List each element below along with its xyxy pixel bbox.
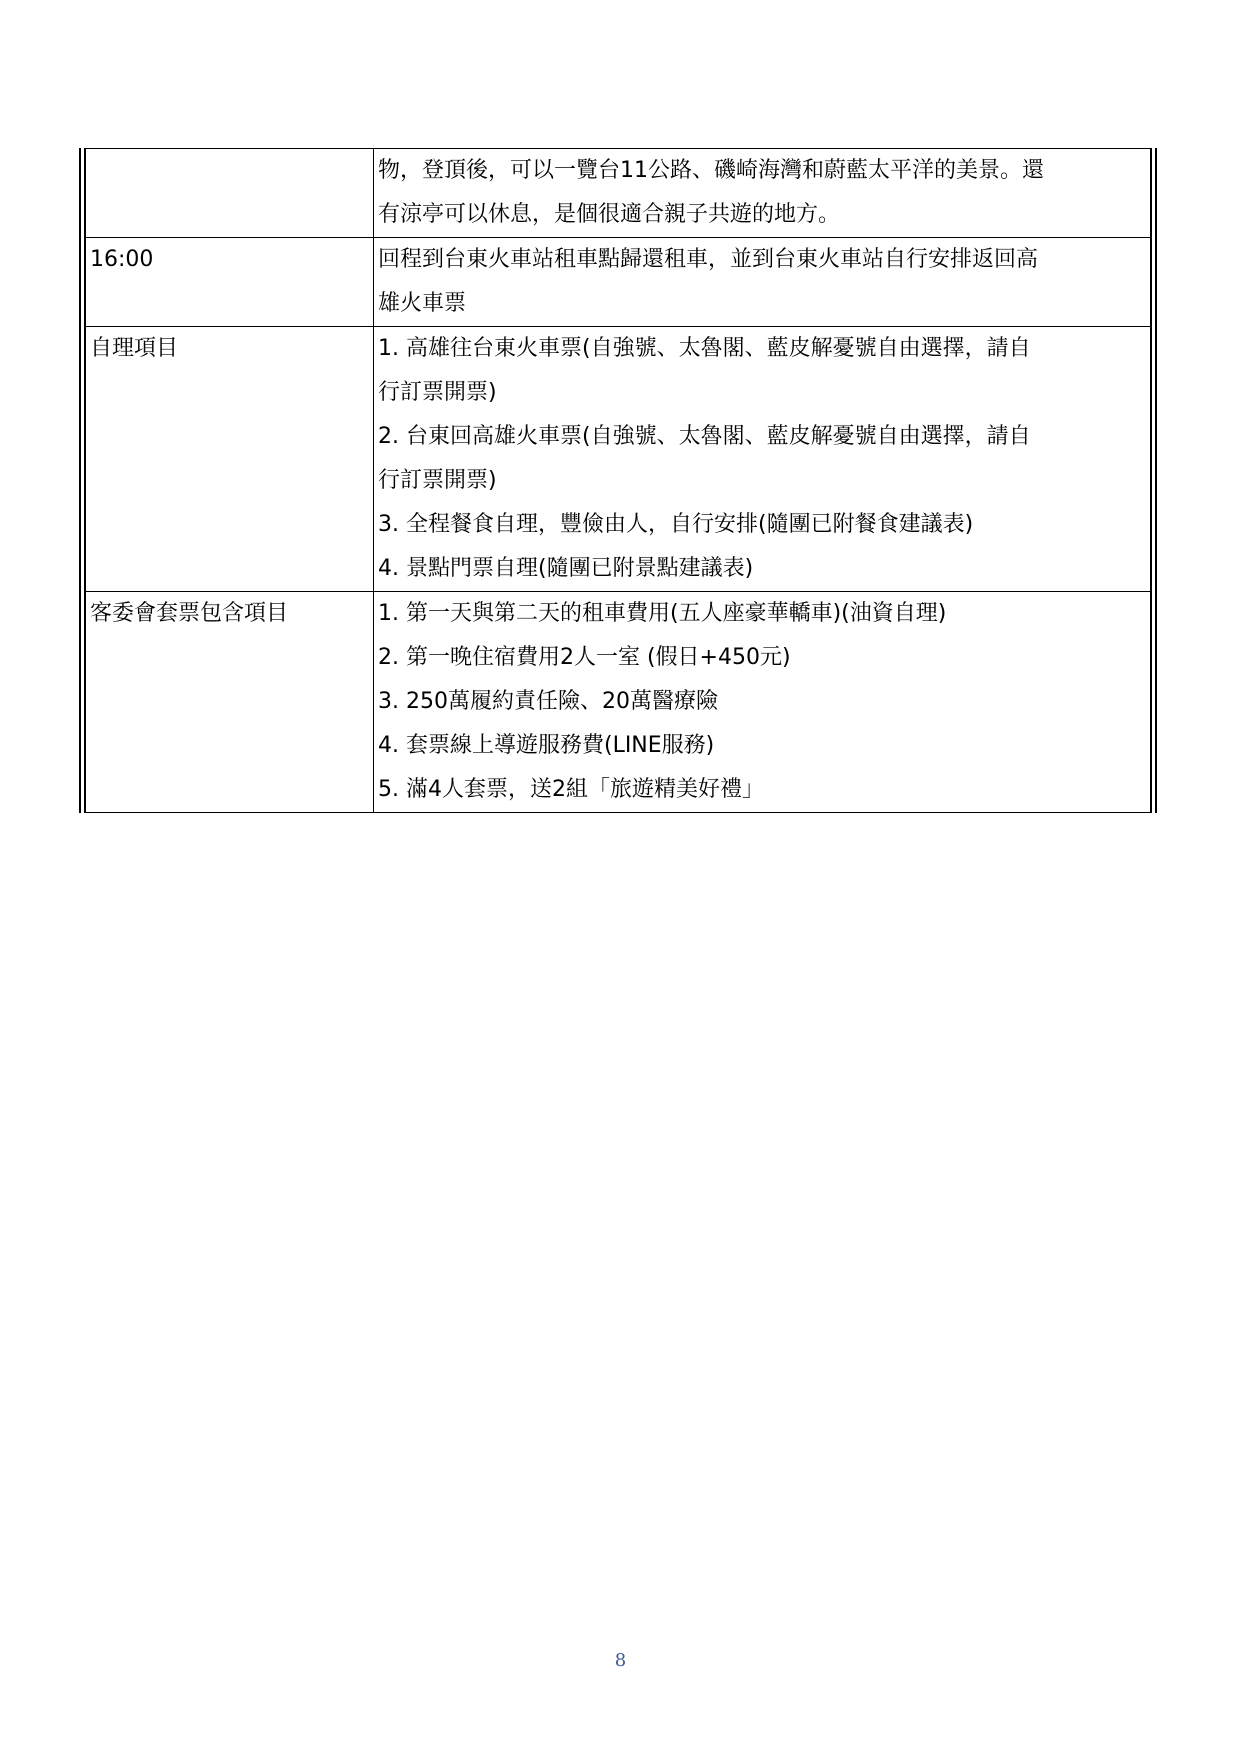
row-label-cell: 客委會套票包含項目 (85, 592, 374, 813)
content-line: 回程到台東火車站租車點歸還租車，並到台東火車站自行安排返回高 (378, 247, 1039, 272)
row-content-cell (374, 592, 1152, 813)
content-line: 雄火車票 (378, 291, 467, 316)
row-label-cell: 自理項目 (85, 327, 374, 592)
row-content-cell (374, 149, 1152, 238)
content-line: 4. 套票線上導遊服務費(LINE服務) (378, 733, 715, 758)
content-line: 5. 滿4人套票，送2組「旅遊精美好禮」 (378, 777, 764, 802)
content-line: 2. 台東回高雄火車票(自強號、太魯閣、藍皮解憂號自由選擇，請自 (378, 424, 1031, 449)
content-line: 3. 250萬履約責任險、20萬醫療險 (378, 689, 718, 714)
content-line: 1. 第一天與第二天的租車費用(五人座豪華轎車)(油資自理) (378, 601, 947, 626)
itinerary-table (84, 148, 1152, 813)
content-line: 3. 全程餐食自理，豐儉由人，自行安排(隨團已附餐食建議表) (378, 512, 974, 537)
page-number: 8 (614, 1650, 627, 1671)
content-line: 物，登頂後，可以一覽台11公路、磯崎海灣和蔚藍太平洋的美景。還 (378, 158, 1044, 183)
row-label-cell: 16:00 (85, 238, 374, 327)
content-line: 4. 景點門票自理(隨團已附景點建議表) (378, 556, 754, 581)
table-row (85, 592, 1151, 813)
content-line: 行訂票開票) (378, 468, 497, 493)
content-line: 有涼亭可以休息，是個很適合親子共遊的地方。 (378, 202, 841, 227)
content-line: 2. 第一晚住宿費用2人一室 (假日+450元) (378, 645, 791, 670)
table-row (85, 238, 1151, 327)
content-line: 1. 高雄往台東火車票(自強號、太魯閣、藍皮解憂號自由選擇，請自 (378, 336, 1031, 361)
row-content-cell (374, 238, 1152, 327)
content-line: 行訂票開票) (378, 380, 497, 405)
table-row (85, 149, 1151, 238)
itinerary-table-wrapper (84, 148, 1152, 813)
row-label-cell (85, 149, 374, 238)
table-row (85, 327, 1151, 592)
row-content-cell (374, 327, 1152, 592)
